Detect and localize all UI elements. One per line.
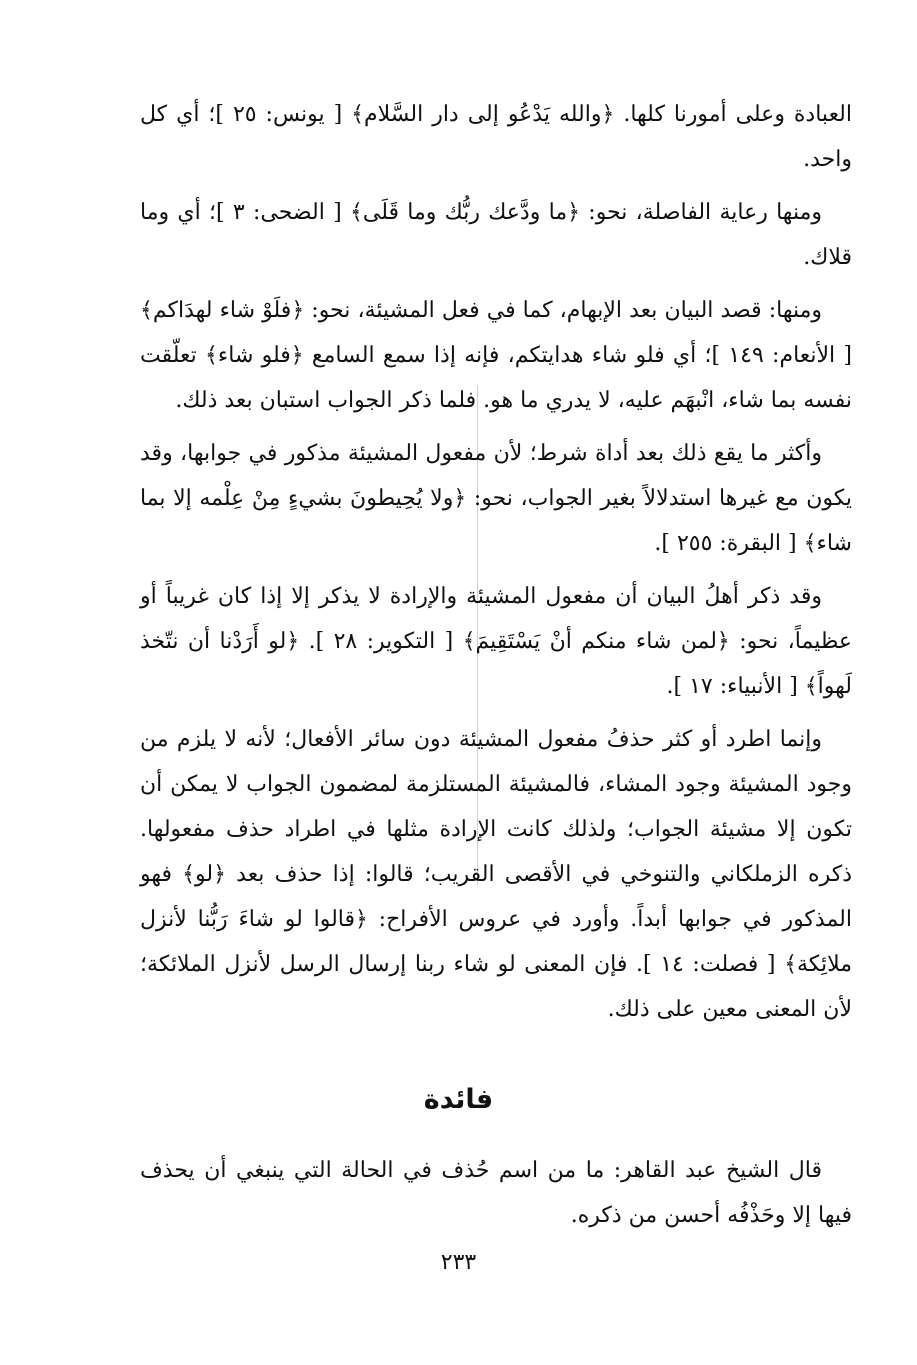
section-heading: فائدة [423,1084,494,1115]
paragraph-shart: وأكثر ما يقع ذلك بعد أداة شرط؛ لأن مفعول المشيئة مذكور في جوابها، وقد يكون مع غيرها استدلالاً بغير الجواب، نحو: ﴿ولا يُحِيطونَ بشيءٍ مِنْ عِلْمه إلا بما شاء﴾ [ البقرة: ٢٥٥ ]. [140,441,852,556]
paragraph-ahl-albayan: وقد ذكر أهلُ البيان أن مفعول المشيئة والإرادة لا يذكر إلا إذا كان غريباً أو عظيماً، نحو: ﴿لمن شاء منكم أنْ يَسْتَقِيمَ﴾ [ التكوير: ٢٨ ]. ﴿لو أَرَدْنا أن نتّخذ لَهواً﴾ [ الأنبياء: ١٧ ]. [140,584,853,699]
paragraph-fasila: ومنها رعاية الفاصلة، نحو: ﴿ما ودَّعك ربُّك وما قَلَى﴾ [ الضحى: ٣ ]؛ أي وما قلاك. [140,200,852,270]
paragraph-ittirad: وإنما اطرد أو كثر حذفُ مفعول المشيئة دون سائر الأفعال؛ لأنه لا يلزم من وجود المشيئة وجود المشاء، فالمشيئة المستلزمة لمضمون الجواب لا يمكن أن تكون إلا مشيئة الجواب؛ ولذلك كانت الإرادة مثلها في اطراد حذف مفعولها. ذكره الزملكاني والتنوخي في الأقصى القريب؛ قالوا: إذا حذف بعد ﴿لو﴾ فهو المذكور في جوابها أبداً. وأورد في عروس الأفراح: ﴿قالوا لو شاءَ رَبُّنا لأنزل ملائِكة﴾ [ فصلت: ١٤ ]. فإن المعنى لو شاء ربنا إرسال الرسل لأنزل الملائكة؛ لأن المعنى معين على ذلك. [140,727,852,1022]
page-number: ٢٣٣ [440,1250,477,1275]
fa-ida-text [140,1148,852,1238]
paragraph-bayan: ومنها: قصد البيان بعد الإبهام، كما في فعل المشيئة، نحو: ﴿فلَوْ شاء لهدَاكم﴾ [ الأنعام: ١٤٩ ]؛ أي فلو شاء هدايتكم، فإنه إذا سمع السامع ﴿فلو شاء﴾ تعلّقت نفسه بما شاء، انْبهَم عليه، لا يدري ما هو. فلما ذكر الجواب استبان بعد ذلك. [140,298,852,413]
paragraph-abd-alqahir: قال الشيخ عبد القاهر: ما من اسم حُذف في الحالة التي ينبغي أن يحذف فيها إلا وحَذْفُه أحسن من ذكره. [140,1158,852,1228]
main-text [140,92,852,1032]
paragraph-continuation: العبادة وعلى أمورنا كلها. ﴿والله يَدْعُو إلى دار السَّلام﴾ [ يونس: ٢٥ ]؛ أي كل واحد. [140,102,852,172]
